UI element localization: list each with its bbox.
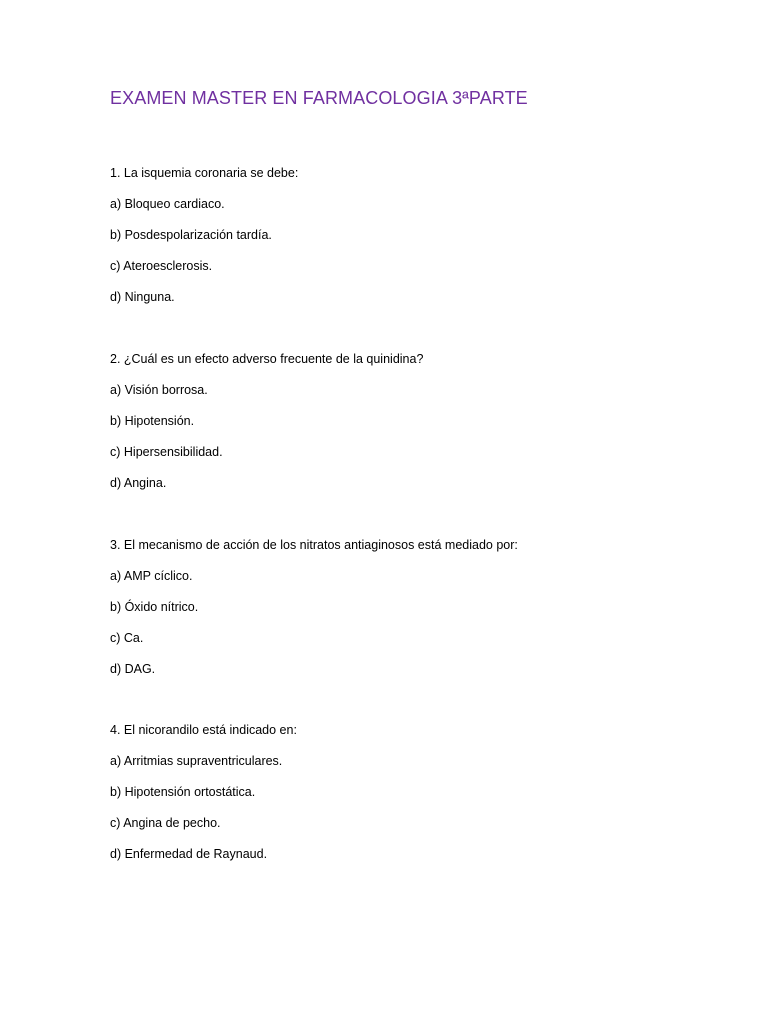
answer-option-b: b) Óxido nítrico. [110, 600, 199, 614]
answer-option-d: d) Ninguna. [110, 290, 175, 304]
answer-option-a: a) Arritmias supraventriculares. [110, 754, 283, 768]
answer-option-c: c) Ateroesclerosis. [110, 259, 213, 273]
question-text: 1. La isquemia coronaria se debe: [110, 166, 299, 180]
answer-option-c: c) Ca. [110, 631, 144, 645]
answer-option-a: a) Bloqueo cardiaco. [110, 197, 225, 211]
question-block-3 [110, 538, 518, 677]
answer-option-b: b) Hipotensión. [110, 414, 195, 428]
question-block-2 [110, 352, 423, 491]
answer-option-c: c) Angina de pecho. [110, 816, 221, 830]
answer-option-c: c) Hipersensibilidad. [110, 445, 223, 459]
answer-option-a: a) Visión borrosa. [110, 383, 208, 397]
question-block-4 [110, 723, 297, 862]
answer-option-b: b) Hipotensión ortostática. [110, 785, 256, 799]
document-title: EXAMEN MASTER EN FARMACOLOGIA 3ªPARTE [110, 88, 528, 108]
question-text: 3. El mecanismo de acción de los nitratos antiaginosos está mediado por: [110, 538, 518, 552]
answer-option-d: d) Enfermedad de Raynaud. [110, 847, 268, 861]
answer-option-d: d) Angina. [110, 476, 167, 490]
question-block-1 [110, 166, 298, 305]
question-text: 4. El nicorandilo está indicado en: [110, 723, 297, 737]
answer-option-d: d) DAG. [110, 662, 156, 676]
answer-option-a: a) AMP cíclico. [110, 569, 193, 583]
question-text: 2. ¿Cuál es un efecto adverso frecuente de la quinidina? [110, 352, 424, 366]
answer-option-b: b) Posdespolarización tardía. [110, 228, 272, 242]
